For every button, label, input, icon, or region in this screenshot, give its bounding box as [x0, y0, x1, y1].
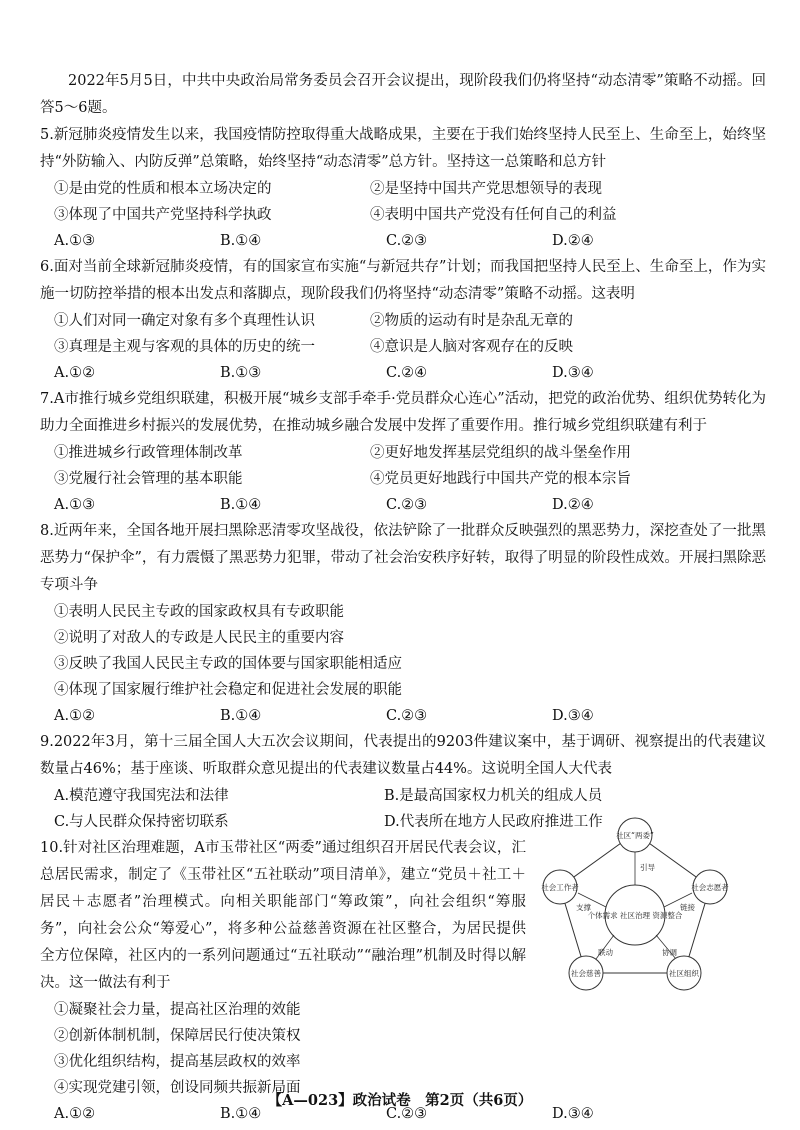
q8-choice-d: D.③④	[552, 708, 594, 724]
q10-option-4: ④实现党建引领，创设同频共振新局面	[54, 1080, 301, 1096]
q5-option-1: ①是由党的性质和根本立场决定的	[54, 181, 272, 197]
question-6	[40, 254, 766, 386]
q6-choice-c: C.②④	[386, 365, 428, 381]
node-top-label: 社区“两委”	[616, 831, 654, 840]
q6-option-3: ③真理是主观与客观的具体的历史的统一	[54, 339, 315, 355]
question-7	[40, 386, 766, 518]
question-6-stem: 6.面对当前全球新冠肺炎疫情，有的国家宣布实施“与新冠共存”计划；而我国把坚持人民至上、生命至上，作为实施一切防控举措的根本出发点和落脚点，现阶段我们仍将坚持“动态清零”策略不动摇。这表明	[40, 259, 766, 302]
q8-option-2: ②说明了对敌人的专政是人民民主的重要内容	[54, 630, 344, 646]
edge-label-drive: 联动	[598, 948, 613, 957]
q5-choice-a: A.①③	[54, 233, 96, 249]
q6-option-2: ②物质的运动有时是杂乱无章的	[370, 313, 573, 329]
q7-option-1: ①推进城乡行政管理体制改革	[54, 445, 243, 461]
q6-choice-a: A.①②	[54, 365, 96, 381]
q10-option-2: ②创新体制机制，保障居民行使决策权	[54, 1028, 301, 1044]
q5-option-2: ②是坚持中国共产党思想领导的表现	[370, 181, 602, 197]
q8-option-4: ④体现了国家履行维护社会稳定和促进社会发展的职能	[54, 682, 402, 698]
q5-choice-c: C.②③	[386, 233, 428, 249]
intro-text: 2022年5月5日，中共中央政治局常务委员会召开会议提出，现阶段我们仍将坚持“动态清零”策略不动摇。回答5～6题。	[40, 73, 766, 116]
question-7-stem: 7.A市推行城乡党组织联建，积极开展“城乡支部手牵手·党员群众心连心”活动，把党的政治优势、组织优势转化为助力全面推进乡村振兴的发展优势，在推动城乡融合发展中发挥了重要作用。推行城乡党组织联建有利于	[40, 391, 766, 434]
center-label: 个体需求 社区治理 资源整合	[587, 911, 683, 920]
q8-choice-a: A.①②	[54, 708, 96, 724]
question-5	[40, 122, 766, 254]
q7-option-2: ②更好地发挥基层党组织的战斗堡垒作用	[370, 445, 631, 461]
q9-choice-c: C.与人民群众保持密切联系	[54, 814, 229, 830]
q10-choice-b: B.①④	[220, 1106, 262, 1122]
q6-option-4: ④意识是人脑对客观存在的反映	[370, 339, 573, 355]
five-society-linkage-diagram	[540, 815, 730, 1005]
question-5-stem: 5.新冠肺炎疫情发生以来，我国疫情防控取得重大战略成果，主要在于我们始终坚持人民至上、生命至上，始终坚持“外防输入、内防反弹”总策略，始终坚持“动态清零”总方针。坚持这一总策略和总方针	[40, 127, 766, 170]
q7-choice-b: B.①④	[220, 497, 262, 513]
q7-choice-a: A.①③	[54, 497, 96, 513]
node-right-label: 社会志愿者	[691, 883, 729, 892]
q8-choice-c: C.②③	[386, 708, 428, 724]
edge-label-support: 支撑	[576, 903, 591, 912]
question-10-stem: 10.针对社区治理难题，A市玉带社区“两委”通过组织召开居民代表会议，汇总居民需求，制定了《玉带社区“五社联动”项目清单》，建立“党员＋社工＋居民＋志愿者”治理模式。向相关职能部门“筹政策”，向社会组织“筹服务”，向社会公众“筹爱心”，将多种公益慈善资源在社区整合，为居民提供全方位保障，社区内的一系列问题通过“五社联动”“融治理”机制及时得以解决。这一做法有利于	[40, 840, 526, 991]
q8-choice-b: B.①④	[220, 708, 262, 724]
q10-option-3: ③优化组织结构，提高基层政权的效率	[54, 1054, 301, 1070]
q10-option-1: ①凝聚社会力量，提高社区治理的效能	[54, 1002, 301, 1018]
question-9-stem: 9.2022年3月，第十三届全国人大五次会议期间，代表提出的9203件建议案中，基于调研、视察提出的代表建议数量占46%；基于座谈、听取群众意见提出的代表建议数量占44%。这说明全国人大代表	[40, 734, 766, 777]
q7-option-4: ④党员更好地践行中国共产党的根本宗旨	[370, 471, 631, 487]
q5-choice-b: B.①④	[220, 233, 262, 249]
edge-label-lead: 引导	[640, 863, 655, 872]
q10-choice-d: D.③④	[552, 1106, 594, 1122]
question-8-stem: 8.近两年来，全国各地开展扫黑除恶清零攻坚战役，依法铲除了一批群众反映强烈的黑恶势力，深挖查处了一批黑恶势力“保护伞”，有力震慑了黑恶势力犯罪，带动了社会治安秩序好转，取得了明显的阶段性成效。开展扫黑除恶专项斗争	[40, 523, 766, 593]
question-8	[40, 518, 766, 729]
page-footer: 【A—023】政治试卷 第2页（共6页）	[267, 1092, 533, 1109]
q7-choice-d: D.②④	[552, 497, 594, 513]
edge-label-coord: 协调	[662, 948, 677, 957]
q9-choice-b: B.是最高国家权力机关的组成人员	[384, 788, 603, 804]
q9-choice-a: A.模范遵守我国宪法和法律	[54, 788, 229, 804]
q8-option-3: ③反映了我国人民民主专政的国体要与国家职能相适应	[54, 656, 402, 672]
q5-choice-d: D.②④	[552, 233, 594, 249]
q5-option-4: ④表明中国共产党没有任何自己的利益	[370, 207, 617, 223]
q9-choice-d: D.代表所在地方人民政府推进工作	[384, 814, 603, 830]
q8-option-1: ①表明人民民主专政的国家政权具有专政职能	[54, 604, 344, 620]
q6-choice-b: B.①③	[220, 365, 262, 381]
node-left-label: 社会工作者	[541, 883, 579, 892]
q7-choice-c: C.②③	[386, 497, 428, 513]
edge-label-link: 链接	[680, 903, 695, 912]
node-bottom-left-label: 社会慈善	[571, 969, 601, 978]
q7-option-3: ③党履行社会管理的基本职能	[54, 471, 243, 487]
node-bottom-right-label: 社区组织	[669, 969, 699, 978]
q6-choice-d: D.③④	[552, 365, 594, 381]
q10-choice-a: A.①②	[54, 1106, 96, 1122]
q6-option-1: ①人们对同一确定对象有多个真理性认识	[54, 313, 315, 329]
q10-choice-c: C.②③	[386, 1106, 428, 1122]
q5-option-3: ③体现了中国共产党坚持科学执政	[54, 207, 272, 223]
